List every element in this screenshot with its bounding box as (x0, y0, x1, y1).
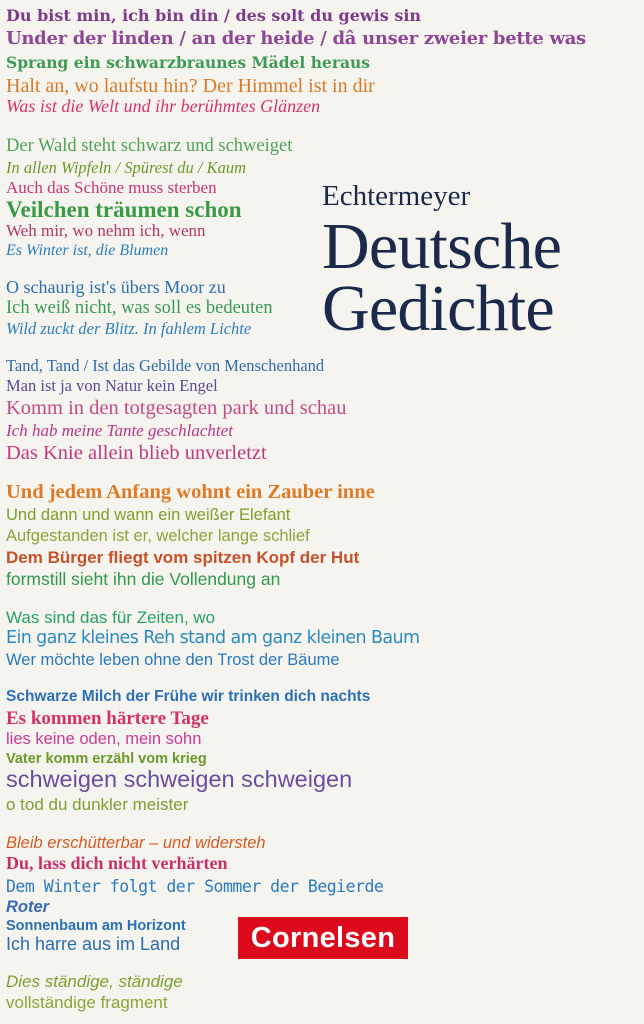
poem-line: In allen Wipfeln / Spürest du / Kaum (6, 158, 246, 177)
poem-line: Wer möchte leben ohne den Trost der Bäume (6, 651, 340, 669)
publisher-logo: Cornelsen (238, 917, 408, 959)
poem-line: Du bist min, ich bin din / des solt du gewis sin (6, 6, 422, 25)
poem-line: Halt an, wo laufstu hin? Der Himmel ist in dir (6, 75, 375, 97)
poem-line: Der Wald steht schwarz und schweiget (6, 136, 293, 156)
poem-line: Under der linden / an der heide / dâ unser zweier bette was (6, 28, 586, 49)
poem-line: Du, lass dich nicht verhärten (6, 853, 228, 873)
poem-line: Das Knie allein blieb unverletzt (6, 442, 267, 464)
poem-line: Dem Bürger fliegt vom spitzen Kopf der Hut (6, 548, 360, 567)
poem-line: Man ist ja von Natur kein Engel (6, 376, 218, 395)
editor-name: Echtermeyer (322, 180, 471, 212)
poem-line: Was sind das für Zeiten, wo (6, 608, 216, 627)
poem-line: schweigen schweigen schweigen (6, 766, 353, 792)
poem-line: O schaurig ist's übers Moor zu (6, 277, 226, 297)
poem-line: Es Winter ist, die Blumen (6, 242, 169, 259)
poem-line: formstill sieht ihn die Vollendung an (6, 569, 281, 589)
book-title-line1: Deutsche (322, 210, 562, 283)
poem-line: Wild zuckt der Blitz. In fahlem Lichte (6, 319, 252, 338)
poem-line: Was ist die Welt und ihr berühmtes Glänzen (6, 96, 321, 116)
poem-line: Ich weiß nicht, was soll es bedeuten (6, 298, 273, 318)
poem-line: Roter (6, 898, 50, 916)
poem-line: lies keine oden, mein sohn (6, 730, 202, 748)
poem-line: Dem Winter folgt der Sommer der Begierde (6, 877, 384, 896)
poem-line: Ich hab meine Tante geschlachtet (6, 421, 233, 440)
poem-line: Veilchen träumen schon (6, 197, 242, 222)
poem-line: Aufgestanden ist er, welcher lange schlief (6, 527, 310, 545)
poem-line: Und jedem Anfang wohnt ein Zauber inne (6, 481, 375, 503)
poem-line: Vater komm erzähl vom krieg (6, 751, 207, 767)
poem-line: vollständige fragment (6, 993, 168, 1012)
poem-line: Ein ganz kleines Reh stand am ganz kleinen Baum (6, 628, 420, 648)
poem-line: o tod du dunkler meister (6, 795, 189, 814)
poem-line: Komm in den totgesagten park und schau (6, 397, 347, 419)
poem-line: Dies ständige, ständige (6, 972, 183, 991)
poem-line: Sprang ein schwarzbraunes Mädel heraus (6, 53, 371, 72)
poem-line: Tand, Tand / Ist das Gebilde von Menschenhand (6, 356, 325, 375)
poem-line: Auch das Schöne muss sterben (6, 178, 217, 197)
book-title-line2: Gedichte (322, 272, 554, 345)
poem-line: Schwarze Milch der Frühe wir trinken dich nachts (6, 688, 371, 705)
poem-line: Und dann und wann ein weißer Elefant (6, 506, 291, 524)
poem-line: Bleib erschütterbar – und widersteh (6, 834, 266, 852)
poem-line: Weh mir, wo nehm ich, wenn (6, 221, 206, 240)
poem-line: Ich harre aus im Land (6, 934, 181, 954)
poem-line: Es kommen härtere Tage (6, 708, 209, 729)
poem-line: Sonnenbaum am Horizont (6, 918, 186, 934)
